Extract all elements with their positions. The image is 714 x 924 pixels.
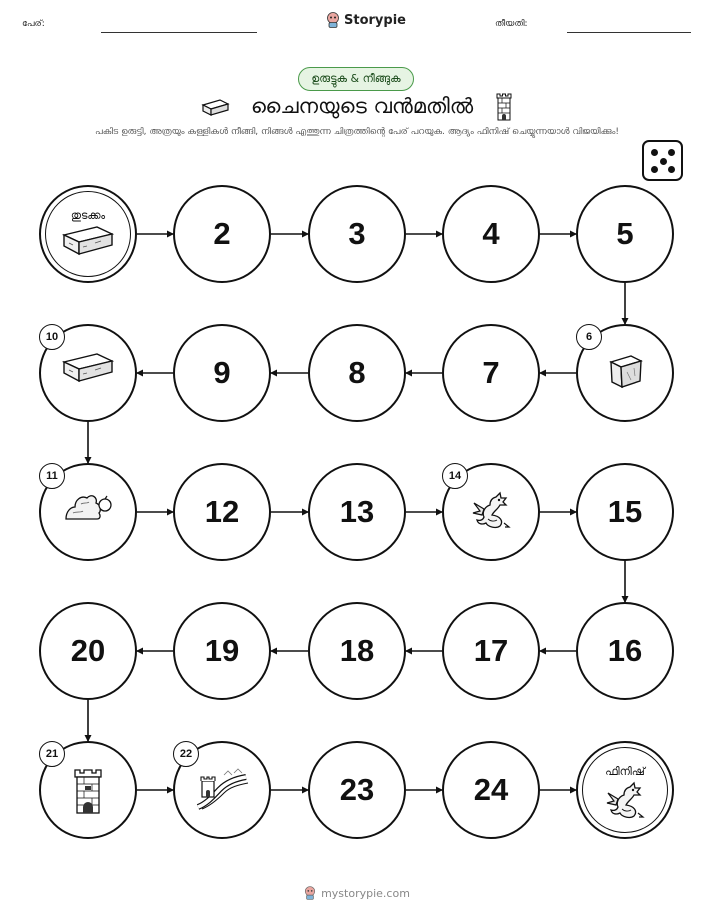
space-number-badge: 11	[39, 463, 65, 489]
board-space-22[interactable]	[173, 741, 271, 839]
activity-badge: ഉരുട്ടുക & നീങ്ങുക	[298, 67, 414, 91]
board-space-10[interactable]	[39, 324, 137, 422]
board-space-5[interactable]	[576, 185, 674, 283]
space-number-badge: 6	[576, 324, 602, 350]
board-space-9[interactable]	[173, 324, 271, 422]
space-number: 7	[482, 355, 500, 390]
great-wall-icon	[194, 767, 250, 815]
start-space[interactable]	[39, 185, 137, 283]
space-number: 3	[348, 216, 366, 251]
space-number: 23	[339, 772, 375, 807]
board-space-3[interactable]	[308, 185, 406, 283]
board-space-13[interactable]	[308, 463, 406, 561]
space-number: 12	[204, 494, 240, 529]
board-space-21[interactable]	[39, 741, 137, 839]
board-space-18[interactable]	[308, 602, 406, 700]
board-space-2[interactable]	[173, 185, 271, 283]
footer	[0, 886, 714, 900]
board-space-23[interactable]	[308, 741, 406, 839]
brick-icon	[61, 350, 115, 388]
space-number: 18	[339, 633, 375, 668]
date-label: തീയതി:	[495, 19, 528, 29]
space-number-badge: 14	[442, 463, 468, 489]
space-number: 16	[607, 633, 643, 668]
space-number: 2	[213, 216, 231, 251]
board-space-19[interactable]	[173, 602, 271, 700]
board-space-8[interactable]	[308, 324, 406, 422]
board-space-12[interactable]	[173, 463, 271, 561]
board-space-24[interactable]	[442, 741, 540, 839]
space-number: 17	[473, 633, 509, 668]
space-number: 24	[473, 772, 509, 807]
finish-label: ഫിനിഷ്	[605, 765, 645, 778]
space-number-badge: 10	[39, 324, 65, 350]
space-number: 9	[213, 355, 231, 390]
dragon-icon	[604, 779, 646, 825]
footer-url[interactable]: mystorypie.com	[321, 886, 410, 900]
brick-icon	[61, 223, 115, 261]
space-number: 5	[616, 216, 634, 251]
start-label: തുടക്കം	[70, 209, 106, 222]
space-number: 15	[607, 494, 643, 529]
brand-name: Storypie	[344, 12, 406, 28]
board-space-15[interactable]	[576, 463, 674, 561]
board-space-7[interactable]	[442, 324, 540, 422]
space-number: 4	[482, 216, 500, 251]
space-number: 20	[70, 633, 106, 668]
board-space-20[interactable]	[39, 602, 137, 700]
board-space-14[interactable]	[442, 463, 540, 561]
space-number: 8	[348, 355, 366, 390]
finish-space[interactable]	[576, 741, 674, 839]
mortar-pile-icon	[63, 489, 113, 527]
watchtower-icon	[71, 767, 105, 819]
board-space-4[interactable]	[442, 185, 540, 283]
space-number-badge: 22	[173, 741, 199, 767]
storypie-mascot-icon	[304, 886, 316, 900]
board-space-17[interactable]	[442, 602, 540, 700]
space-number: 13	[339, 494, 375, 529]
space-number-badge: 21	[39, 741, 65, 767]
board-space-6[interactable]	[576, 324, 674, 422]
instructions: പകിട ഉരുട്ടി, അത്രയും കള്ളികൾ നീങ്ങി, നിങ്ങൾ എത്തുന്ന ചിത്രത്തിന്റെ പേര് പറയുക. ആദ്യം ഫിനിഷ് ചെയ്യുന്നയാൾ വിജയിക്കും!	[95, 127, 619, 137]
stone-block-icon	[605, 350, 645, 394]
title-text: ചൈനയുടെ വൻമതിൽ	[250, 94, 474, 118]
space-number: 19	[204, 633, 240, 668]
name-label: പേര്:	[22, 19, 45, 29]
dragon-icon	[470, 489, 512, 535]
board-space-16[interactable]	[576, 602, 674, 700]
board-space-11[interactable]	[39, 463, 137, 561]
